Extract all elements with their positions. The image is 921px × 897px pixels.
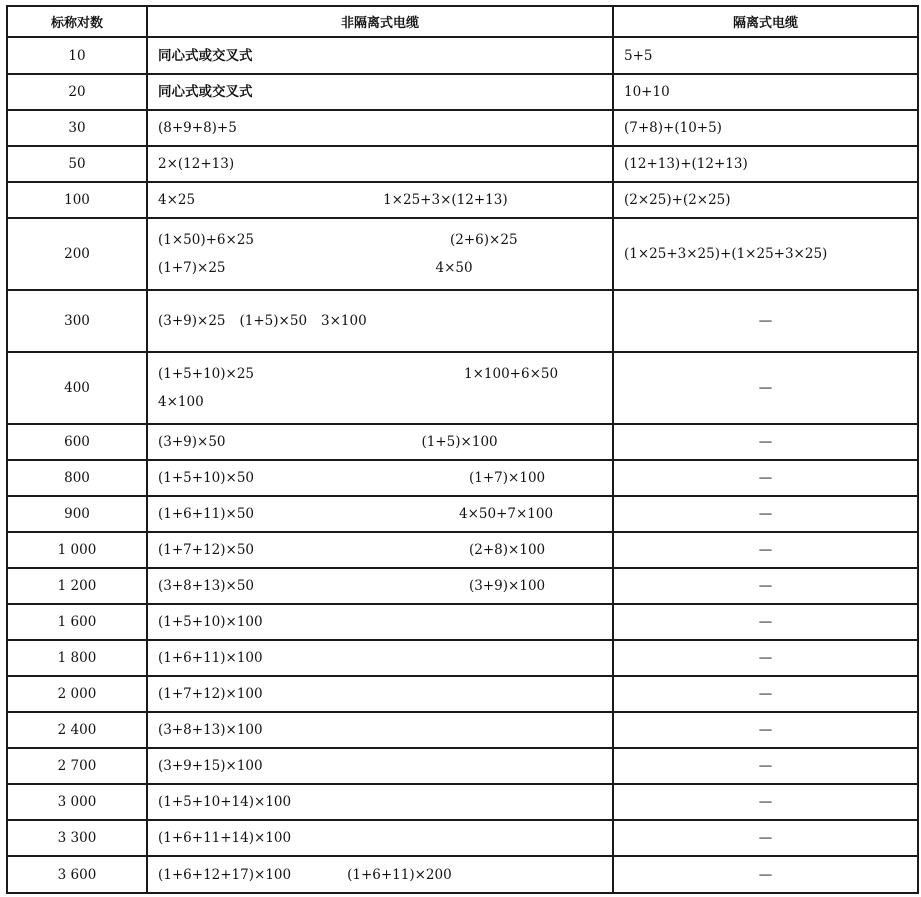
header-isolated-cable: 隔离式电缆 [613, 6, 918, 37]
structure-formula: (2+6)×25 [450, 232, 518, 248]
isolated-cell: — [613, 460, 918, 496]
structure-formula: (2+8)×100 [469, 542, 546, 558]
table-row [7, 290, 918, 352]
structure-formula: 4×50 [435, 260, 473, 276]
table-row [7, 820, 918, 856]
structure-formula: 1×25+3×(12+13) [383, 192, 508, 208]
non-isolated-line [158, 150, 612, 178]
non-isolated-cell [147, 856, 613, 893]
isolated-cell: — [613, 784, 918, 820]
isolated-cell: — [613, 748, 918, 784]
table-row [7, 460, 918, 496]
nominal-pairs-cell: 600 [7, 424, 147, 460]
structure-formula: 4×50+7×100 [459, 506, 554, 522]
non-isolated-line [158, 388, 612, 416]
structure-formula: (3+9)×25 [158, 313, 226, 329]
structure-formula: (1+6+11)×100 [158, 650, 263, 666]
nominal-pairs-cell: 300 [7, 290, 147, 352]
non-isolated-cell [147, 290, 613, 352]
non-isolated-line [158, 788, 612, 816]
nominal-pairs-cell: 2 700 [7, 748, 147, 784]
isolated-cell: — [613, 532, 918, 568]
structure-formula: (3+9)×50 [158, 434, 226, 450]
nominal-pairs-cell: 400 [7, 352, 147, 424]
table-row [7, 37, 918, 74]
non-isolated-cell [147, 352, 613, 424]
non-isolated-line [158, 186, 612, 214]
structure-formula: (1+5+10)×25 [158, 366, 255, 382]
structure-formula: 3×100 [321, 313, 367, 329]
table-row [7, 146, 918, 182]
isolated-cell: — [613, 568, 918, 604]
nominal-pairs-cell: 3 000 [7, 784, 147, 820]
non-isolated-line [158, 861, 612, 889]
isolated-cell: (1×25+3×25)+(1×25+3×25) [613, 218, 918, 290]
structure-formula: 1×100+6×50 [464, 366, 559, 382]
nominal-pairs-cell: 3 300 [7, 820, 147, 856]
non-isolated-line [158, 644, 612, 672]
non-isolated-cell [147, 604, 613, 640]
isolated-cell: — [613, 290, 918, 352]
structure-formula: 同心式或交叉式 [158, 47, 253, 64]
structure-formula: (1+6+11)×50 [158, 506, 255, 522]
nominal-pairs-cell: 2 000 [7, 676, 147, 712]
non-isolated-cell [147, 496, 613, 532]
structure-formula: (1+5+10)×50 [158, 470, 255, 486]
structure-formula: 2×(12+13) [158, 156, 235, 172]
isolated-cell: 10+10 [613, 74, 918, 110]
header-row [7, 6, 918, 37]
non-isolated-line [158, 500, 612, 528]
structure-formula: 4×25 [158, 192, 196, 208]
non-isolated-cell [147, 676, 613, 712]
table-row [7, 424, 918, 460]
nominal-pairs-cell: 900 [7, 496, 147, 532]
non-isolated-cell [147, 532, 613, 568]
non-isolated-line [158, 114, 612, 142]
non-isolated-cell [147, 820, 613, 856]
structure-formula: (1+7+12)×50 [158, 542, 255, 558]
table-row [7, 856, 918, 893]
non-isolated-line [158, 78, 612, 106]
structure-formula: (3+9)×100 [469, 578, 546, 594]
non-isolated-cell [147, 110, 613, 146]
non-isolated-cell [147, 218, 613, 290]
structure-formula: (1+7)×100 [469, 470, 546, 486]
table-row [7, 218, 918, 290]
isolated-cell: (2×25)+(2×25) [613, 182, 918, 218]
non-isolated-line [158, 428, 612, 456]
isolated-cell: (12+13)+(12+13) [613, 146, 918, 182]
non-isolated-line [158, 716, 612, 744]
header-nominal-pairs: 标称对数 [7, 6, 147, 37]
structure-formula: (1+7)×25 [158, 260, 226, 276]
structure-formula: (1×50)+6×25 [158, 232, 255, 248]
isolated-cell: — [613, 424, 918, 460]
table-row [7, 496, 918, 532]
isolated-cell: — [613, 352, 918, 424]
structure-formula: 同心式或交叉式 [158, 84, 253, 100]
non-isolated-cell [147, 37, 613, 74]
isolated-cell: — [613, 640, 918, 676]
structure-formula: (1+5+10+14)×100 [158, 794, 292, 810]
table-row [7, 676, 918, 712]
table-row [7, 784, 918, 820]
structure-formula: (8+9+8)+5 [158, 120, 237, 136]
nominal-pairs-cell: 1 200 [7, 568, 147, 604]
table-row [7, 352, 918, 424]
structure-formula: 4×100 [158, 394, 204, 410]
structure-formula: (3+8+13)×50 [158, 578, 255, 594]
non-isolated-cell [147, 74, 613, 110]
isolated-cell: — [613, 820, 918, 856]
structure-formula: (1+6+12+17)×100 [158, 866, 292, 883]
structure-formula: (1+7+12)×100 [158, 686, 263, 702]
nominal-pairs-cell: 1 000 [7, 532, 147, 568]
non-isolated-cell [147, 784, 613, 820]
non-isolated-cell [147, 748, 613, 784]
isolated-cell: — [613, 604, 918, 640]
non-isolated-line [158, 752, 612, 780]
non-isolated-cell [147, 146, 613, 182]
non-isolated-line [158, 572, 612, 600]
non-isolated-cell [147, 424, 613, 460]
structure-formula: (3+8+13)×100 [158, 722, 263, 738]
isolated-cell: — [613, 496, 918, 532]
non-isolated-line [158, 608, 612, 636]
table-row [7, 110, 918, 146]
structure-formula: (1+5)×100 [421, 434, 498, 450]
non-isolated-line [158, 226, 612, 254]
table-row [7, 74, 918, 110]
nominal-pairs-cell: 100 [7, 182, 147, 218]
structure-formula: (3+9+15)×100 [158, 758, 263, 774]
isolated-cell: — [613, 856, 918, 893]
table-row [7, 532, 918, 568]
non-isolated-line [158, 42, 612, 70]
nominal-pairs-cell: 200 [7, 218, 147, 290]
non-isolated-cell [147, 182, 613, 218]
nominal-pairs-cell: 3 600 [7, 856, 147, 893]
structure-formula: (1+6+11)×200 [347, 866, 452, 883]
isolated-cell: (7+8)+(10+5) [613, 110, 918, 146]
non-isolated-line [158, 307, 612, 335]
structure-formula: (1+5+10)×100 [158, 614, 263, 630]
isolated-cell: 5+5 [613, 37, 918, 74]
non-isolated-line [158, 536, 612, 564]
isolated-cell: — [613, 676, 918, 712]
non-isolated-line [158, 464, 612, 492]
non-isolated-line [158, 254, 612, 282]
nominal-pairs-cell: 1 600 [7, 604, 147, 640]
non-isolated-line [158, 680, 612, 708]
structure-formula: (1+6+11+14)×100 [158, 830, 292, 846]
non-isolated-line [158, 824, 612, 852]
table-row [7, 712, 918, 748]
nominal-pairs-cell: 2 400 [7, 712, 147, 748]
non-isolated-cell [147, 640, 613, 676]
table-row [7, 604, 918, 640]
cable-pair-table [6, 5, 919, 894]
non-isolated-cell [147, 568, 613, 604]
non-isolated-cell [147, 712, 613, 748]
structure-formula: (1+5)×50 [239, 313, 308, 329]
non-isolated-cell [147, 460, 613, 496]
nominal-pairs-cell: 50 [7, 146, 147, 182]
table-row [7, 748, 918, 784]
nominal-pairs-cell: 20 [7, 74, 147, 110]
nominal-pairs-cell: 800 [7, 460, 147, 496]
nominal-pairs-cell: 1 800 [7, 640, 147, 676]
nominal-pairs-cell: 30 [7, 110, 147, 146]
table-row [7, 640, 918, 676]
nominal-pairs-cell: 10 [7, 37, 147, 74]
table-row [7, 182, 918, 218]
isolated-cell: — [613, 712, 918, 748]
header-non-isolated-cable: 非隔离式电缆 [147, 6, 613, 37]
table-row [7, 568, 918, 604]
non-isolated-line [158, 360, 612, 388]
